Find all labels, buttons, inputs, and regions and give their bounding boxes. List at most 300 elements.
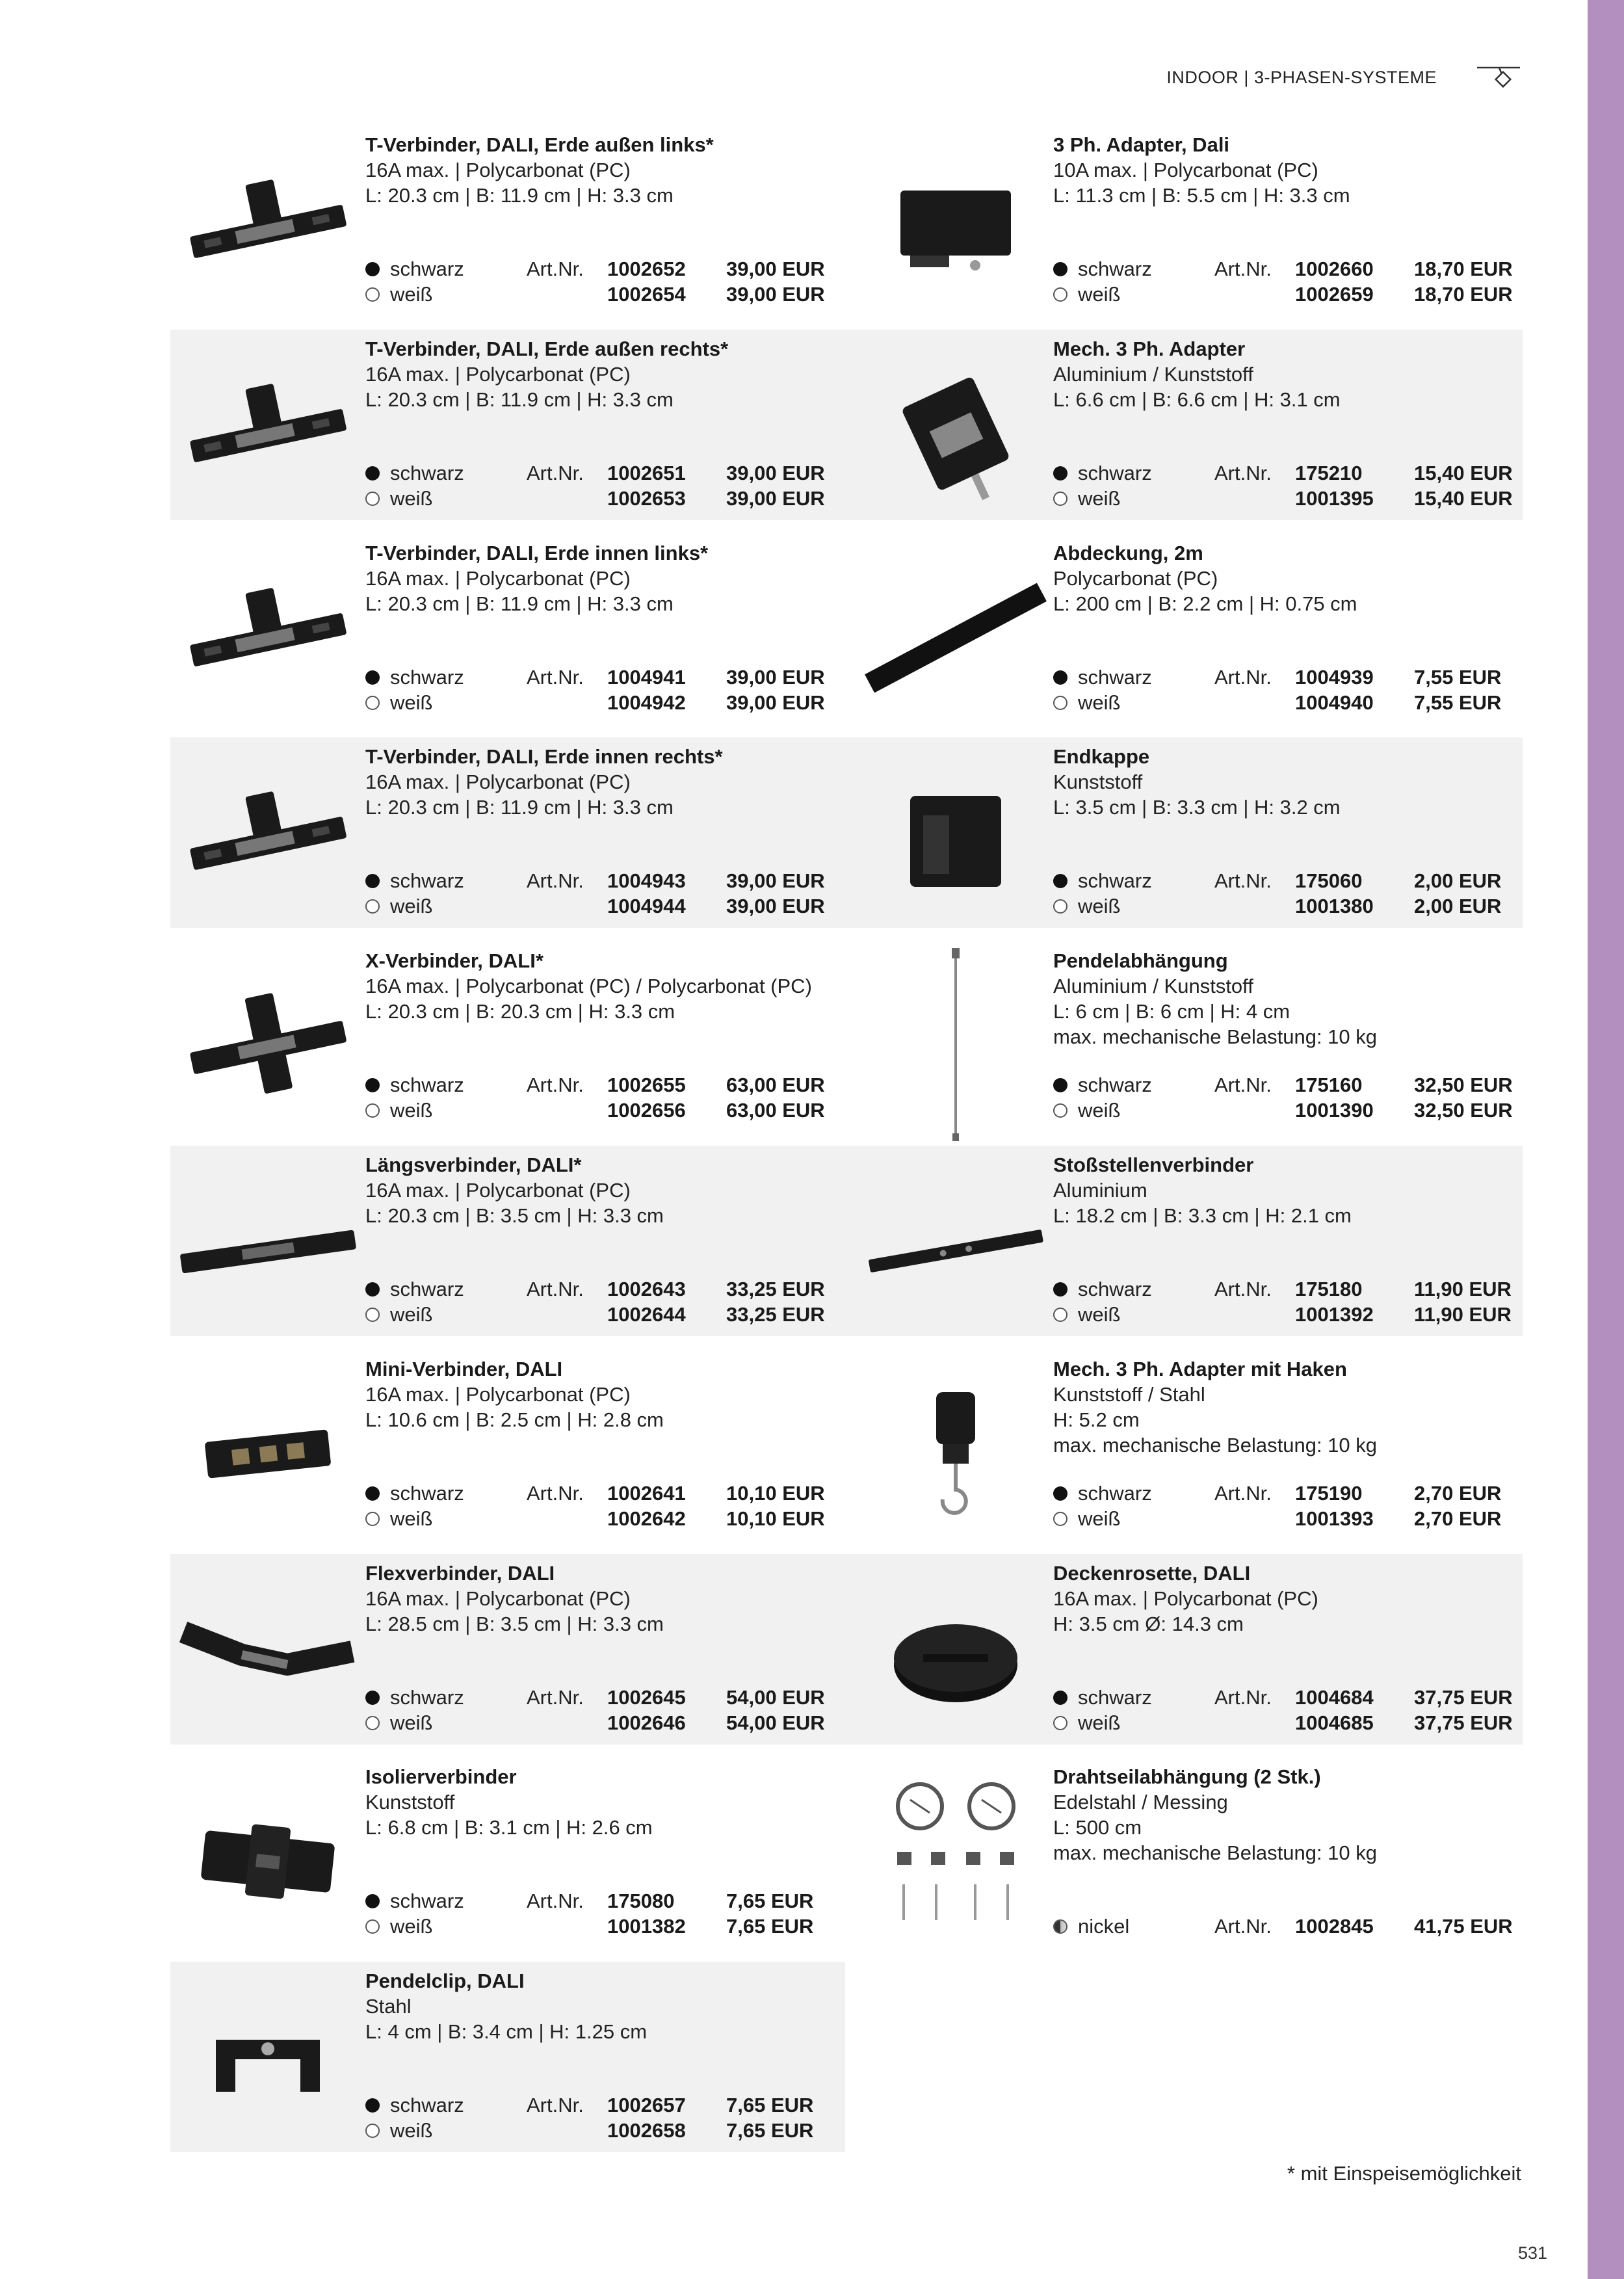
t-connector-icon	[170, 540, 365, 735]
product-spec: L: 20.3 cm | B: 11.9 cm | H: 3.3 cm	[365, 184, 674, 207]
color-swatch-icon	[365, 1486, 380, 1501]
variant-color: schwarz	[390, 1278, 464, 1300]
variant-color: schwarz	[1078, 1481, 1152, 1505]
product-info	[365, 744, 846, 820]
t-connector-icon	[170, 336, 365, 531]
price: 10,10 EUR	[726, 1481, 825, 1505]
variant-color: schwarz	[390, 257, 464, 280]
variant-color: weiß	[1078, 1099, 1121, 1122]
product-spec: Aluminium / Kunststoff	[1053, 362, 1253, 386]
variant-row	[365, 1914, 846, 1939]
color-swatch-icon	[365, 670, 380, 685]
art-nr-label: Art.Nr.	[1214, 1915, 1272, 1938]
product-title: Längsverbinder, DALI*	[365, 1153, 582, 1176]
variant-row	[1053, 868, 1534, 893]
product-card	[170, 1152, 846, 1356]
variant-color: weiß	[390, 691, 433, 714]
product-title: T-Verbinder, DALI, Erde innen rechts*	[365, 745, 723, 769]
product-title: Flexverbinder, DALI	[365, 1561, 555, 1585]
variant-row	[1053, 665, 1534, 690]
product-card	[858, 336, 1534, 540]
footnote: * mit Einspeisemöglichkeit	[1287, 2162, 1521, 2185]
product-info	[1053, 1764, 1534, 1865]
color-swatch-icon	[1053, 874, 1067, 888]
article-number: 1002645	[607, 1685, 686, 1709]
product-spec: Kunststoff	[365, 1791, 455, 1814]
variant-list	[1053, 1685, 1534, 1735]
product-info	[365, 1152, 846, 1228]
product-info	[365, 1764, 846, 1840]
product-title: Isolierverbinder	[365, 1765, 517, 1789]
variant-list	[1053, 1276, 1534, 1327]
pendant-clip-icon	[170, 1968, 365, 2163]
product-card	[858, 540, 1534, 744]
article-number: 1004941	[607, 665, 686, 689]
article-number: 1001380	[1295, 895, 1374, 918]
variant-color: schwarz	[1078, 1074, 1152, 1097]
product-spec: Edelstahl / Messing	[1053, 1791, 1228, 1814]
product-card	[858, 132, 1534, 336]
product-spec: L: 20.3 cm | B: 3.5 cm | H: 3.3 cm	[365, 1204, 664, 1227]
price: 7,65 EUR	[726, 1890, 814, 1913]
color-swatch-icon	[365, 1282, 380, 1297]
product-spec: 16A max. | Polycarbonat (PC) / Polycarbonat (PC)	[365, 975, 812, 998]
price: 39,00 EUR	[726, 486, 825, 510]
article-number: 1001392	[1295, 1303, 1374, 1326]
adapter-icon	[858, 132, 1053, 327]
variant-color: nickel	[1078, 1915, 1130, 1938]
color-swatch-icon	[1053, 1512, 1067, 1526]
product-spec: Kunststoff / Stahl	[1053, 1382, 1205, 1406]
variant-row	[365, 282, 846, 307]
variant-list	[365, 1276, 846, 1327]
article-number: 175080	[607, 1890, 675, 1913]
price: 7,65 EUR	[726, 1915, 814, 1938]
product-spec: H: 5.2 cm	[1053, 1408, 1140, 1431]
x-connector-icon	[170, 948, 365, 1143]
price: 11,90 EUR	[1414, 1303, 1512, 1326]
product-info	[1053, 336, 1534, 412]
color-swatch-icon	[365, 287, 380, 302]
t-connector-icon	[170, 744, 365, 939]
color-swatch-icon	[365, 874, 380, 888]
product-card	[170, 1764, 846, 1968]
variant-list	[365, 1481, 846, 1531]
art-nr-label: Art.Nr.	[527, 2094, 584, 2117]
color-swatch-icon	[1053, 492, 1067, 506]
variant-row	[365, 893, 846, 919]
color-swatch-icon	[1053, 287, 1067, 302]
variant-row	[1053, 1481, 1534, 1506]
color-swatch-icon	[1053, 899, 1067, 914]
product-spec: 16A max. | Polycarbonat (PC)	[365, 1587, 631, 1610]
variant-color: weiß	[390, 1711, 433, 1734]
variant-list	[1053, 868, 1534, 919]
variant-color: weiß	[1078, 283, 1121, 306]
variant-color: weiß	[390, 895, 433, 918]
variant-row	[365, 2092, 846, 2118]
color-swatch-icon	[1053, 696, 1067, 710]
price: 54,00 EUR	[726, 1685, 825, 1709]
art-nr-label: Art.Nr.	[1214, 257, 1272, 280]
variant-list	[365, 1685, 846, 1735]
variant-row	[1053, 1302, 1534, 1327]
product-card	[170, 1968, 846, 2172]
product-info	[1053, 540, 1534, 616]
color-swatch-icon	[365, 1894, 380, 1908]
product-spec: 16A max. | Polycarbonat (PC)	[365, 362, 631, 386]
price: 63,00 EUR	[726, 1074, 825, 1097]
sidebar-accent	[1588, 0, 1624, 2279]
product-card	[858, 1356, 1534, 1561]
product-card	[170, 132, 846, 336]
variant-row	[365, 1276, 846, 1302]
art-nr-label: Art.Nr.	[527, 1685, 584, 1709]
mech-adapter-icon	[858, 336, 1053, 531]
variant-color: schwarz	[390, 2094, 464, 2117]
product-info	[365, 1356, 846, 1432]
variant-color: schwarz	[1078, 665, 1152, 689]
pendant-rod-icon	[858, 948, 1053, 1143]
insulating-connector-icon	[170, 1764, 365, 1959]
price: 39,00 EUR	[726, 461, 825, 484]
variant-list	[1053, 256, 1534, 307]
variant-color: schwarz	[390, 1074, 464, 1097]
track-icon	[1476, 60, 1521, 92]
article-number: 1004944	[607, 895, 686, 918]
product-info	[365, 1561, 846, 1637]
variant-color: weiß	[390, 1915, 433, 1938]
variant-color: weiß	[390, 486, 433, 510]
color-swatch-icon	[365, 2098, 380, 2113]
variant-color: schwarz	[1078, 257, 1152, 280]
variant-color: weiß	[390, 1099, 433, 1122]
art-nr-label: Art.Nr.	[527, 1890, 584, 1913]
article-number: 1001390	[1295, 1099, 1374, 1122]
color-swatch-icon	[1053, 1716, 1067, 1730]
product-title: T-Verbinder, DALI, Erde innen links*	[365, 541, 709, 564]
product-info	[1053, 948, 1534, 1049]
variant-row	[365, 1302, 846, 1327]
art-nr-label: Art.Nr.	[1214, 1278, 1272, 1300]
article-number: 1002651	[607, 461, 686, 484]
ceiling-rosette-icon	[858, 1561, 1053, 1756]
art-nr-label: Art.Nr.	[1214, 461, 1272, 484]
product-card	[858, 744, 1534, 948]
price: 32,50 EUR	[1414, 1074, 1513, 1097]
product-spec: 10A max. | Polycarbonat (PC)	[1053, 159, 1318, 181]
product-title: Abdeckung, 2m	[1053, 541, 1203, 564]
variant-color: weiß	[1078, 895, 1121, 918]
price: 7,55 EUR	[1414, 691, 1502, 714]
product-spec: max. mechanische Belastung: 10 kg	[1053, 1841, 1377, 1865]
product-title: Mini-Verbinder, DALI	[365, 1357, 563, 1380]
price: 2,00 EUR	[1414, 895, 1502, 918]
color-swatch-icon	[365, 1512, 380, 1526]
product-title: Mech. 3 Ph. Adapter	[1053, 337, 1246, 360]
product-spec: L: 500 cm	[1053, 1816, 1142, 1839]
variant-color: schwarz	[390, 869, 464, 893]
product-spec: L: 3.5 cm | B: 3.3 cm | H: 3.2 cm	[1053, 796, 1341, 819]
product-card	[858, 1764, 1534, 1968]
flex-connector-icon	[170, 1561, 365, 1756]
product-spec: L: 6 cm | B: 6 cm | H: 4 cm	[1053, 1000, 1290, 1023]
variant-color: weiß	[390, 2119, 433, 2142]
variant-row	[1053, 1098, 1534, 1123]
product-spec: L: 11.3 cm | B: 5.5 cm | H: 3.3 cm	[1053, 184, 1350, 207]
variant-color: schwarz	[390, 1685, 464, 1709]
price: 15,40 EUR	[1414, 486, 1513, 510]
product-card	[170, 1561, 846, 1765]
variant-color: weiß	[1078, 1711, 1121, 1734]
product-title: T-Verbinder, DALI, Erde außen rechts*	[365, 337, 729, 360]
color-swatch-icon	[365, 262, 380, 276]
variant-row	[365, 1506, 846, 1531]
article-number: 1002657	[607, 2094, 686, 2117]
product-spec: L: 28.5 cm | B: 3.5 cm | H: 3.3 cm	[365, 1612, 664, 1635]
price: 39,00 EUR	[726, 691, 825, 714]
variant-row	[1053, 1914, 1534, 1939]
product-card	[170, 948, 846, 1152]
variant-list	[365, 1072, 846, 1123]
product-info	[1053, 744, 1534, 820]
art-nr-label: Art.Nr.	[1214, 869, 1272, 893]
product-title: 3 Ph. Adapter, Dali	[1053, 133, 1230, 156]
product-info	[1053, 1152, 1534, 1228]
color-swatch-icon	[1053, 262, 1067, 276]
variant-row	[1053, 893, 1534, 919]
color-swatch-icon	[365, 899, 380, 914]
product-spec: 16A max. | Polycarbonat (PC)	[365, 771, 631, 794]
variant-row	[365, 868, 846, 893]
art-nr-label: Art.Nr.	[527, 1481, 584, 1505]
price: 18,70 EUR	[1414, 283, 1513, 306]
article-number: 1004943	[607, 869, 686, 893]
variant-list	[365, 868, 846, 919]
article-number: 1002660	[1295, 257, 1374, 280]
color-swatch-icon	[1053, 1486, 1067, 1501]
variant-list	[1053, 1072, 1534, 1123]
product-card	[858, 948, 1534, 1152]
variant-color: schwarz	[1078, 869, 1152, 893]
page-number: 531	[1517, 2243, 1547, 2263]
product-card	[170, 744, 846, 948]
article-number: 1004942	[607, 691, 686, 714]
product-title: Stoßstellenverbinder	[1053, 1153, 1254, 1176]
section-header: INDOOR | 3-PHASEN-SYSTEME	[1166, 68, 1437, 87]
variant-row	[1053, 1276, 1534, 1302]
article-number: 1002652	[607, 257, 686, 280]
article-number: 175210	[1295, 461, 1363, 484]
price: 39,00 EUR	[726, 869, 825, 893]
article-number: 1001395	[1295, 486, 1374, 510]
product-spec: Stahl	[365, 1995, 412, 2018]
color-swatch-icon	[365, 1308, 380, 1322]
price: 39,00 EUR	[726, 895, 825, 918]
color-swatch-icon	[365, 1103, 380, 1118]
price: 37,75 EUR	[1414, 1711, 1513, 1734]
product-card	[170, 540, 846, 744]
price: 63,00 EUR	[726, 1099, 825, 1122]
variant-row	[1053, 690, 1534, 715]
article-number: 175160	[1295, 1074, 1363, 1097]
product-title: Deckenrosette, DALI	[1053, 1561, 1251, 1585]
product-spec: L: 6.6 cm | B: 6.6 cm | H: 3.1 cm	[1053, 388, 1341, 411]
article-number: 1004685	[1295, 1711, 1374, 1734]
product-spec: Aluminium / Kunststoff	[1053, 975, 1253, 998]
article-number: 1002654	[607, 283, 686, 306]
art-nr-label: Art.Nr.	[527, 1074, 584, 1097]
article-number: 1002845	[1295, 1915, 1374, 1938]
color-swatch-icon	[365, 2124, 380, 2138]
variant-row	[1053, 1506, 1534, 1531]
variant-row	[1053, 1072, 1534, 1098]
price: 39,00 EUR	[726, 257, 825, 280]
product-info	[365, 132, 846, 208]
variant-color: schwarz	[1078, 1278, 1152, 1300]
color-swatch-icon	[365, 466, 380, 481]
product-card	[858, 1561, 1534, 1765]
variant-row	[1053, 256, 1534, 282]
art-nr-label: Art.Nr.	[1214, 665, 1272, 689]
article-number: 175190	[1295, 1481, 1363, 1505]
variant-color: schwarz	[390, 1890, 464, 1913]
variant-row	[1053, 282, 1534, 307]
product-title: Pendelclip, DALI	[365, 1969, 525, 1993]
color-swatch-icon	[1053, 1691, 1067, 1705]
product-spec: 16A max. | Polycarbonat (PC)	[1053, 1587, 1318, 1610]
price: 7,65 EUR	[726, 2119, 814, 2142]
color-swatch-icon	[1053, 1308, 1067, 1322]
article-number: 1004940	[1295, 691, 1374, 714]
product-info	[365, 1968, 846, 2044]
product-info	[365, 540, 846, 616]
product-spec: L: 18.2 cm | B: 3.3 cm | H: 2.1 cm	[1053, 1204, 1352, 1227]
wire-suspension-icon	[858, 1764, 1053, 1959]
color-swatch-icon	[365, 1691, 380, 1705]
variant-row	[365, 1072, 846, 1098]
variant-row	[365, 256, 846, 282]
article-number: 1002655	[607, 1074, 686, 1097]
product-info	[1053, 132, 1534, 208]
variant-row	[365, 2118, 846, 2143]
color-swatch-icon	[1053, 1103, 1067, 1118]
article-number: 1001393	[1295, 1507, 1374, 1530]
variant-list	[365, 256, 846, 307]
variant-row	[1053, 1685, 1534, 1710]
variant-row	[365, 1098, 846, 1123]
product-spec: 16A max. | Polycarbonat (PC)	[365, 1179, 631, 1202]
product-title: Drahtseilabhängung (2 Stk.)	[1053, 1765, 1321, 1789]
color-swatch-icon	[1053, 1919, 1067, 1934]
price: 7,65 EUR	[726, 2094, 814, 2117]
variant-list	[365, 460, 846, 511]
end-cap-icon	[858, 744, 1053, 939]
color-swatch-icon	[365, 492, 380, 506]
variant-list	[365, 1888, 846, 1939]
product-info	[1053, 1356, 1534, 1458]
product-title: Endkappe	[1053, 745, 1150, 769]
price: 41,75 EUR	[1414, 1915, 1513, 1938]
price: 2,70 EUR	[1414, 1507, 1502, 1530]
product-spec: Kunststoff	[1053, 771, 1143, 794]
article-number: 1004684	[1295, 1685, 1374, 1709]
color-swatch-icon	[1053, 670, 1067, 685]
variant-color: weiß	[1078, 1507, 1121, 1530]
product-spec: L: 20.3 cm | B: 11.9 cm | H: 3.3 cm	[365, 592, 674, 615]
price: 39,00 EUR	[726, 283, 825, 306]
product-spec: L: 4 cm | B: 3.4 cm | H: 1.25 cm	[365, 2020, 648, 2044]
product-card	[858, 1152, 1534, 1356]
variant-list	[365, 2092, 846, 2143]
color-swatch-icon	[1053, 1078, 1067, 1092]
product-spec: L: 20.3 cm | B: 20.3 cm | H: 3.3 cm	[365, 1000, 675, 1023]
color-swatch-icon	[365, 696, 380, 710]
variant-color: schwarz	[390, 665, 464, 689]
color-swatch-icon	[1053, 1282, 1067, 1297]
article-number: 1002642	[607, 1507, 686, 1530]
price: 11,90 EUR	[1414, 1278, 1512, 1300]
variant-color: weiß	[1078, 691, 1121, 714]
variant-row	[365, 1481, 846, 1506]
art-nr-label: Art.Nr.	[527, 461, 584, 484]
variant-row	[1053, 460, 1534, 486]
color-swatch-icon	[1053, 466, 1067, 481]
product-spec: H: 3.5 cm Ø: 14.3 cm	[1053, 1612, 1244, 1635]
article-number: 1002644	[607, 1303, 686, 1326]
product-spec: max. mechanische Belastung: 10 kg	[1053, 1433, 1377, 1456]
variant-color: weiß	[1078, 1303, 1121, 1326]
variant-color: schwarz	[1078, 1685, 1152, 1709]
cover-strip-icon	[858, 540, 1053, 735]
price: 2,70 EUR	[1414, 1481, 1502, 1505]
t-connector-icon	[170, 132, 365, 327]
variant-row	[365, 1685, 846, 1710]
joint-connector-icon	[858, 1152, 1053, 1347]
product-info	[365, 948, 846, 1024]
article-number: 1002646	[607, 1711, 686, 1734]
straight-connector-icon	[170, 1152, 365, 1347]
price: 39,00 EUR	[726, 665, 825, 689]
variant-row	[365, 1888, 846, 1914]
product-spec: L: 20.3 cm | B: 11.9 cm | H: 3.3 cm	[365, 796, 674, 819]
variant-row	[365, 460, 846, 486]
product-title: T-Verbinder, DALI, Erde außen links*	[365, 133, 714, 156]
article-number: 1002641	[607, 1481, 686, 1505]
price: 33,25 EUR	[726, 1278, 825, 1300]
variant-color: schwarz	[390, 461, 464, 484]
article-number: 1002643	[607, 1278, 686, 1300]
art-nr-label: Art.Nr.	[1214, 1074, 1272, 1097]
variant-color: schwarz	[1078, 461, 1152, 484]
article-number: 1004939	[1295, 665, 1374, 689]
product-spec: max. mechanische Belastung: 10 kg	[1053, 1025, 1377, 1049]
article-number: 1002656	[607, 1099, 686, 1122]
product-spec: L: 10.6 cm | B: 2.5 cm | H: 2.8 cm	[365, 1408, 664, 1431]
color-swatch-icon	[365, 1078, 380, 1092]
product-spec: L: 200 cm | B: 2.2 cm | H: 0.75 cm	[1053, 592, 1357, 615]
color-swatch-icon	[365, 1716, 380, 1730]
art-nr-label: Art.Nr.	[1214, 1685, 1272, 1709]
price: 18,70 EUR	[1414, 257, 1513, 280]
product-spec: 16A max. | Polycarbonat (PC)	[365, 566, 631, 590]
product-spec: 16A max. | Polycarbonat (PC)	[365, 159, 631, 181]
variant-list	[1053, 665, 1534, 715]
art-nr-label: Art.Nr.	[527, 1278, 584, 1300]
price: 37,75 EUR	[1414, 1685, 1513, 1709]
price: 54,00 EUR	[726, 1711, 825, 1734]
price: 7,55 EUR	[1414, 665, 1502, 689]
